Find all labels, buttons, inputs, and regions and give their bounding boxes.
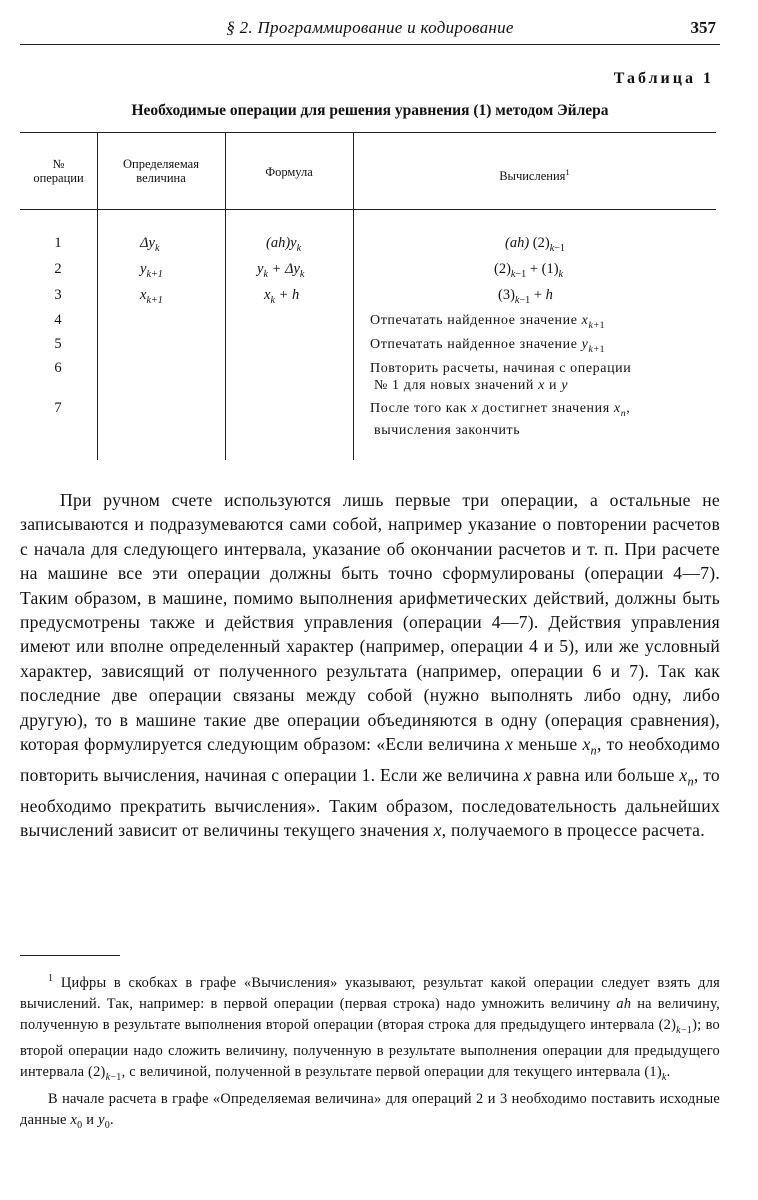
- row-number: 2: [54, 261, 62, 277]
- footnote-1: $^1$ Цифры в скобках в графе «Вычисления» указывают, результат какой операции следует взять для вычислений. Так, например: в первой операции (первая строка) надо умножить величину ah на величину, полученную в результате выполнения второй операции (вторая строка для предыдущего интервала $(2)_{k-1}$); во второй операции надо сложить величину, полученную в результате выполнения операции для предыдущего интервала $(2)_{k-1}$, с величиной, полученной в результате первой операции для текущего интервала $(1)_k$.: [20, 973, 720, 1084]
- calc-text: Отпечатать найденное значение: [370, 337, 578, 352]
- header-number-line2: операции: [33, 171, 84, 185]
- footnotes: [20, 968, 720, 1136]
- row-calc: (ah) $(2)_{k-1}$: [505, 235, 565, 254]
- calc-text: Отпечатать найденное значение: [370, 313, 578, 328]
- header-calculations-label: Вычисления: [499, 169, 566, 184]
- running-title: § 2. Программирование и кодирование: [226, 18, 514, 37]
- row-calc: $(2)_{k-1} + (1)_k$: [494, 261, 564, 280]
- row-quantity: $x_{k+1}$: [140, 287, 163, 306]
- header-formula: Формула: [265, 165, 313, 179]
- footnote-mark: 1: [565, 167, 570, 177]
- row-formula: $(ah)y_k$: [266, 235, 302, 254]
- operations-table: [20, 132, 716, 460]
- row-number: 4: [54, 312, 62, 328]
- row-number: 7: [54, 400, 62, 416]
- table-top-rule: [20, 132, 716, 133]
- table-caption: Необходимые операции для решения уравнения (1) методом Эйлера: [131, 102, 609, 119]
- row-quantity: $y_{k+1}$: [140, 261, 163, 280]
- header-number-line1: №: [52, 157, 65, 171]
- footnote-2: В начале расчета в графе «Определяемая величина» для операций 2 и 3 необходимо поставить исходные данные $x_0$ и $y_0$.: [20, 1090, 720, 1131]
- row-calc: После того как x достигнет значения $x_n$, вычисления закончить: [370, 401, 631, 438]
- row-calc: Отпечатать найденное значение $x_{k+1}$: [370, 313, 606, 331]
- row-formula: $y_k + \Delta y_k$: [257, 261, 305, 280]
- header-quantity: [97, 157, 225, 185]
- running-head: [20, 16, 720, 45]
- row-number: 5: [54, 336, 62, 352]
- table-label: Таблица 1: [613, 70, 714, 87]
- header-number: [20, 157, 97, 185]
- row-number: 1: [54, 235, 62, 251]
- row-number: 6: [54, 360, 62, 376]
- footnote-rule: [20, 955, 120, 956]
- row-calc: Отпечатать найденное значение $y_{k+1}$: [370, 337, 606, 355]
- header-calculations: [353, 165, 716, 183]
- row-calc: $(3)_{k-1} + h$: [498, 287, 553, 306]
- row-calc: Повторить расчеты, начиная с операции № 1 для новых значений x и y: [370, 361, 632, 393]
- page-number: 357: [690, 18, 716, 37]
- row-number: 3: [54, 287, 62, 303]
- column-divider: [225, 132, 226, 460]
- header-quantity-line2: величина: [136, 171, 186, 185]
- row-formula: $x_k + h$: [264, 287, 300, 306]
- header-quantity-line1: Определяемая: [123, 157, 199, 171]
- table-header-rule: [20, 209, 716, 210]
- row-quantity: $\Delta y_k$: [140, 235, 160, 254]
- body-paragraph: При ручном счете используются лишь первые три операции, а остальные не записываются и подразумеваются сами собой, например указание о повторении расчетов с начала для следующего интервала, указание об окончании расчетов и т. п. При расчете на машине все эти операции должны быть точно сформулированы (операции 4—7). Таким образом, в машине, помимо выполнения арифметических действий, должны быть предусмотрены также и действия управления (операции 4—7). Действия управления имеют или вполне определенный характер (например, операции 4 и 5), или же условный характер, зависящий от полученного результата (например, операции 6 и 7). Так как последние две операции связаны между собой (нужно выполнять либо одну, либо другую), то в машине такие две операции объединяются в одну (операция сравнения), которая формулируется следующим образом: «Если величина x меньше $x_n$, то необходимо повторить вычисления, начиная с операции 1. Если же величина x равна или больше $x_n$, то необходимо прекратить вычисления». Таким образом, последовательность дальнейших вычислений зависит от величины текущего значения x, получаемого в процессе расчета.: [20, 490, 720, 841]
